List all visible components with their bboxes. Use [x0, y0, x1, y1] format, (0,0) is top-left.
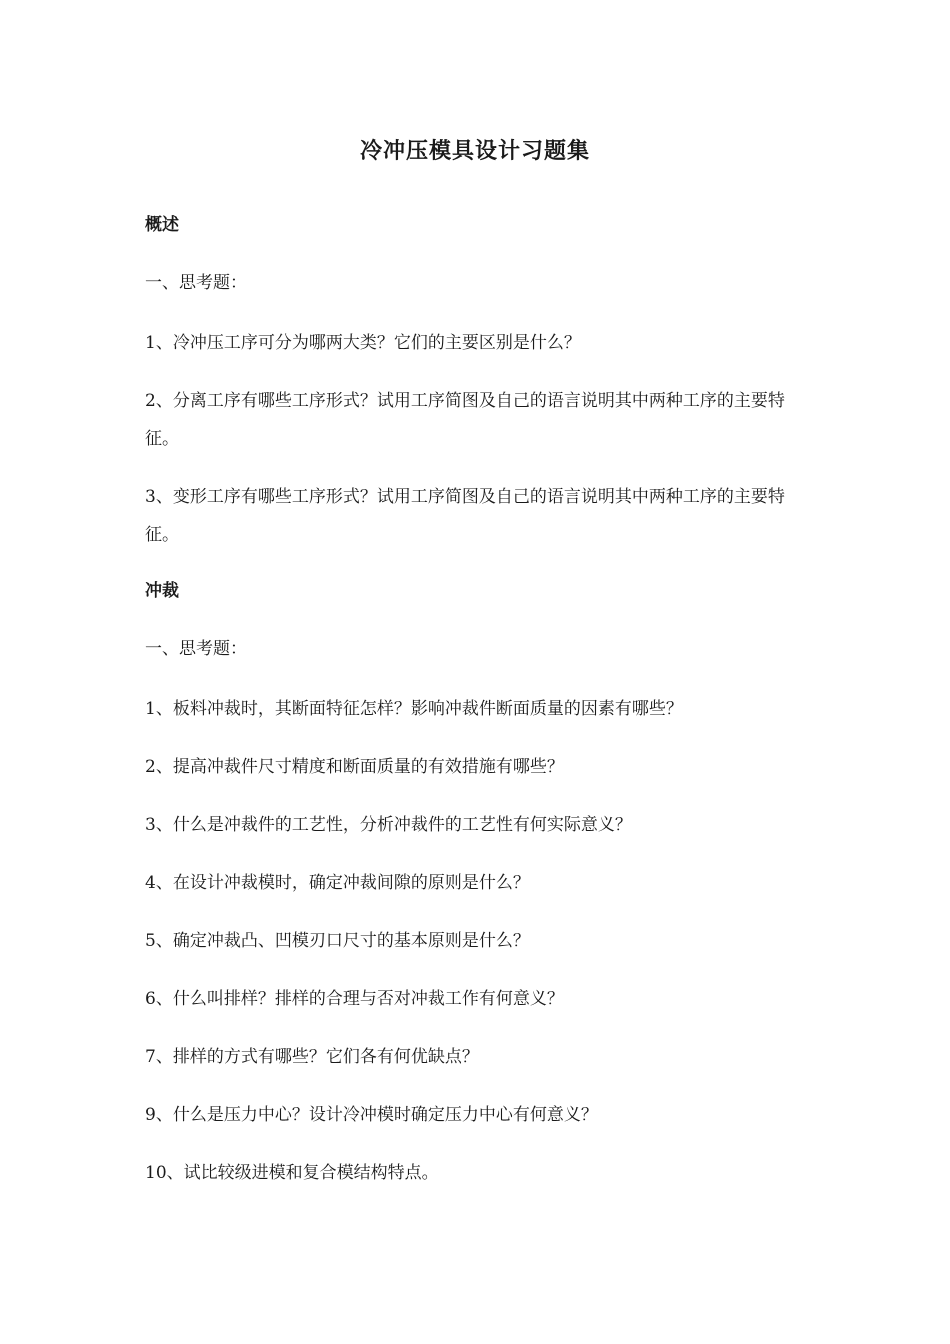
question-item: 1、冷冲压工序可分为哪两大类？它们的主要区别是什么？	[145, 333, 581, 353]
question-item: 6、什么叫排样？排样的合理与否对冲裁工作有何意义？	[145, 989, 564, 1009]
section-heading-blanking: 冲裁	[145, 581, 179, 601]
question-item: 1、板料冲裁时，其断面特征怎样？影响冲裁件断面质量的因素有哪些？	[145, 699, 683, 719]
question-item: 7、排样的方式有哪些？它们各有何优缺点？	[145, 1047, 479, 1067]
document-title: 冷冲压模具设计习题集	[359, 139, 590, 164]
question-item: 5、确定冲裁凸、凹模刃口尺寸的基本原则是什么？	[145, 931, 530, 951]
question-item: 10、试比较级进模和复合模结构特点。	[145, 1163, 439, 1183]
question-item: 3、什么是冲裁件的工艺性，分析冲裁件的工艺性有何实际意义？	[145, 815, 632, 835]
question-item: 3、变形工序有哪些工序形式？试用工序简图及自己的语言说明其中两种工序的主要特征。	[145, 487, 785, 545]
section-heading-overview: 概述	[145, 215, 179, 235]
question-item: 9、什么是压力中心？设计冷冲模时确定压力中心有何意义？	[145, 1105, 598, 1125]
section-subheading: 一、思考题：	[145, 639, 247, 659]
document-content	[145, 208, 810, 1212]
question-item: 2、分离工序有哪些工序形式？试用工序简图及自己的语言说明其中两种工序的主要特征。	[145, 391, 785, 449]
question-item: 2、提高冲裁件尺寸精度和断面质量的有效措施有哪些？	[145, 757, 564, 777]
question-item: 4、在设计冲裁模时，确定冲裁间隙的原则是什么？	[145, 873, 530, 893]
section-subheading: 一、思考题：	[145, 273, 247, 293]
